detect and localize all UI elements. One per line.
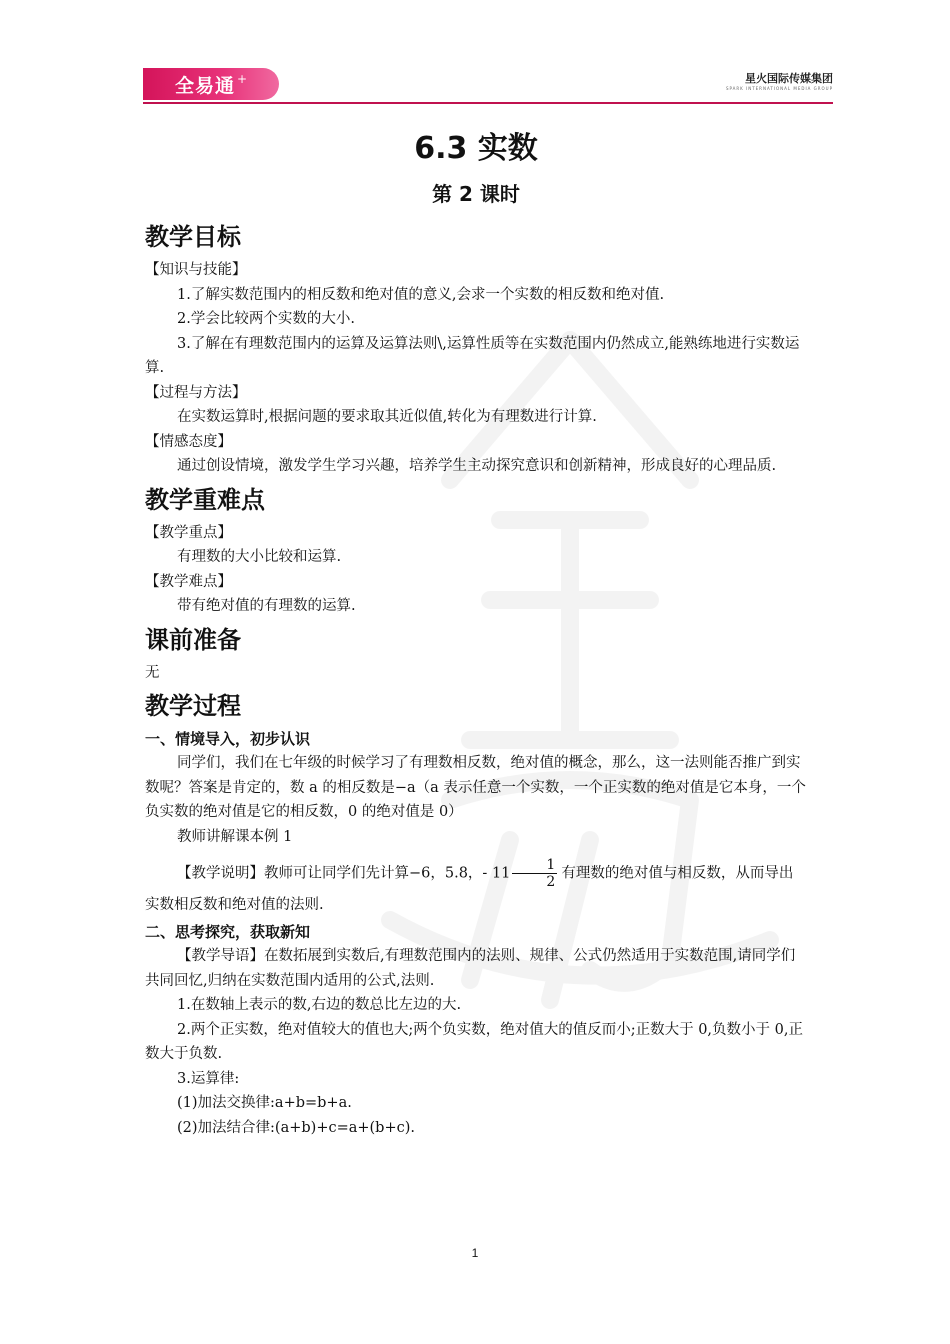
list-item: 1.在数轴上表示的数,右边的数总比左边的大.: [177, 997, 462, 1013]
paragraph: 有理数的大小比较和运算.: [177, 549, 342, 565]
brand-logo: [143, 68, 279, 100]
list-item: (1)加法交换律:a+b=b+a.: [177, 1095, 352, 1111]
fraction-numerator: 1: [512, 857, 557, 874]
paragraph: 同学们，我们在七年级的时候学习了有理数相反数，绝对值的概念，那么，这一法则能否推广到实数呢？答案是肯定的，数 a 的相反数是−a（a 表示任意一个实数，一个正实数的绝对值是它本身，一个负实数的绝对值是它的相反数，0 的绝对值是 0）: [145, 755, 806, 820]
note-text-end: 有理数的绝对值与相反数，从而导出实数相反数和绝对值的法则.: [145, 865, 794, 913]
tag-difficulty: 【教学难点】: [145, 573, 232, 590]
objective-item: 1.了解实数范围内的相反数和绝对值的意义,会求一个实数的相反数和绝对值.: [177, 286, 665, 303]
page-header: [143, 64, 833, 106]
tag-key-point: 【教学重点】: [145, 524, 232, 541]
subsection-heading: 二、思考探究，获取新知: [145, 923, 311, 941]
page-title: 6.3 实数: [414, 131, 538, 166]
tag-process-method: 【过程与方法】: [145, 384, 247, 401]
page-number: 1: [471, 1246, 479, 1260]
subsection-heading: 一、情境导入，初步认识: [145, 730, 311, 748]
paragraph: 通过创设情境，激发学生学习兴趣，培养学生主动探究意识和创新精神，形成良好的心理品质.: [177, 458, 777, 474]
fraction: [512, 857, 557, 890]
paragraph: 教师讲解课本例 1: [177, 828, 293, 845]
tag-knowledge-skills: 【知识与技能】: [145, 262, 247, 278]
list-item: 2.两个正实数，绝对值较大的值也大;两个负实数，绝对值大的值反而小;正数大于 0,负数小于 0,正数大于负数.: [145, 1021, 803, 1062]
fraction-denominator: 2: [546, 874, 556, 890]
objective-item: 2.学会比较两个实数的大小.: [177, 311, 355, 327]
list-item: (2)加法结合律:(a+b)+c=a+(b+c).: [177, 1119, 416, 1136]
publisher-name: 星火国际传媒集团: [745, 72, 833, 85]
section-heading-process: 教学过程: [145, 692, 241, 720]
note-text-start: 【教学说明】教师可让同学们先计算−6，5.8，- 11: [177, 865, 511, 882]
page-subtitle: 第 2 课时: [432, 182, 520, 206]
logo-text: 全易通: [174, 74, 235, 97]
publisher-name-en: SPARK INTERNATIONAL MEDIA GROUP: [725, 86, 833, 91]
section-heading-preparation: 课前准备: [145, 625, 241, 654]
header-divider: [143, 102, 833, 104]
section-heading-objectives: 教学目标: [145, 223, 241, 251]
paragraph: 无: [145, 664, 160, 681]
publisher: [726, 70, 833, 91]
paragraph: 带有绝对值的有理数的运算.: [177, 598, 356, 614]
section-heading-key-points: 教学重难点: [145, 485, 265, 514]
teaching-note: [145, 849, 807, 920]
list-item: 3.运算律:: [177, 1070, 240, 1087]
tag-attitude: 【情感态度】: [145, 433, 232, 450]
objective-item: 3.了解在有理数范围内的运算及运算法则\,运算性质等在实数范围内仍然成立,能熟练地进行实数运算.: [145, 335, 800, 376]
paragraph: 在实数运算时,根据问题的要求取其近似值,转化为有理数进行计算.: [177, 409, 597, 425]
document-body: [145, 128, 807, 1140]
logo-star-icon: +: [236, 72, 248, 86]
paragraph: 【教学导语】在数拓展到实数后,有理数范围内的法则、规律、公式仍然适用于实数范围,请同学们共同回忆,归纳在实数范围内适用的公式,法则.: [145, 948, 796, 989]
